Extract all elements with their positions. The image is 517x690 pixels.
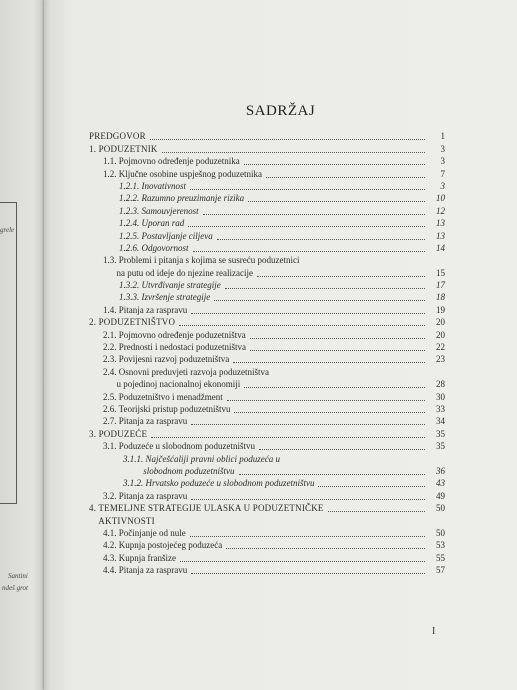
toc-entry-text: 1.2.3. Samouvjerenost bbox=[119, 205, 199, 216]
toc-entry-page: 13 bbox=[436, 218, 445, 229]
toc-chapter bbox=[89, 427, 445, 439]
toc-section bbox=[89, 527, 445, 539]
toc-entry-text: 2.2. Prednosti i nedostaci poduzetništva bbox=[103, 342, 246, 353]
toc-subsection bbox=[89, 204, 445, 216]
toc-entry-text: 3.2. Pitanja za raspravu bbox=[103, 490, 188, 501]
toc-section bbox=[89, 378, 445, 390]
toc-entry-text: 2.6. Teorijski pristup poduzetništvu bbox=[103, 403, 231, 414]
toc-entry-text: 1.2.5. Postavljanje ciljeva bbox=[119, 230, 213, 241]
toc-entry-text: 3.1.1. Najčešćaliji pravni oblici poduzeća u bbox=[123, 453, 280, 464]
toc-title: SADRŽAJ bbox=[245, 103, 316, 120]
toc-subsection bbox=[89, 477, 445, 489]
toc-entry-page: 3 bbox=[440, 156, 445, 167]
toc-entry-text: 1.3.3. Izvršenje strategije bbox=[119, 292, 211, 303]
toc-leader-dots bbox=[225, 287, 425, 289]
toc-section bbox=[89, 564, 445, 576]
toc-entry-page: 30 bbox=[436, 391, 445, 402]
toc-chapter bbox=[89, 514, 445, 526]
toc-leader-dots bbox=[191, 423, 425, 425]
toc-entry-page: 35 bbox=[436, 428, 445, 439]
toc-entry-text: 2.3. Povijesni razvoj poduzetništva bbox=[103, 354, 230, 365]
toc-leader-dots bbox=[244, 386, 425, 388]
toc-leader-dots bbox=[328, 510, 425, 512]
toc-leader-dots bbox=[233, 361, 425, 363]
toc-leader-dots bbox=[266, 176, 425, 178]
toc-entry-page: 22 bbox=[436, 342, 445, 353]
toc-subsection bbox=[89, 192, 445, 204]
toc-entry-text: 3.1.2. Hrvatsko poduzeće u slobodnom poduzetništvu bbox=[123, 478, 315, 489]
toc-list bbox=[89, 130, 445, 576]
toc-subsection bbox=[89, 229, 445, 241]
toc-entry-text: PREDGOVOR bbox=[89, 131, 146, 142]
toc-entry-page: 3 bbox=[440, 143, 445, 154]
toc-entry-text: 2.7. Pitanja za raspravu bbox=[103, 416, 188, 427]
toc-entry-text: 1.2.2. Razumno preuzimanje rizika bbox=[119, 193, 245, 204]
toc-section bbox=[89, 254, 445, 266]
toc-section bbox=[89, 341, 445, 353]
book-page bbox=[44, 0, 517, 690]
toc-section bbox=[89, 365, 445, 377]
left-page-fragment: ndeš grot bbox=[2, 584, 28, 592]
toc-leader-dots bbox=[162, 151, 425, 153]
toc-entry-text: AKTIVNOSTI bbox=[89, 515, 155, 526]
toc-subsection bbox=[89, 291, 445, 303]
toc-section bbox=[89, 167, 445, 179]
toc-entry-page: 19 bbox=[436, 304, 445, 315]
toc-leader-dots bbox=[190, 188, 425, 190]
toc-entry-page: 28 bbox=[436, 379, 445, 390]
toc-chapter bbox=[89, 130, 445, 142]
toc-entry-text: 3.1. Poduzeće u slobodnom poduzetništvu bbox=[103, 441, 255, 452]
toc-entry-page: 55 bbox=[436, 552, 445, 563]
toc-leader-dots bbox=[248, 200, 425, 202]
toc-leader-dots bbox=[257, 275, 425, 277]
toc-leader-dots bbox=[227, 399, 425, 401]
toc-chapter bbox=[89, 316, 445, 328]
page-number: I bbox=[432, 626, 436, 637]
toc-subsection bbox=[89, 242, 445, 254]
toc-subsection bbox=[89, 180, 445, 192]
toc-entry-page: 43 bbox=[436, 478, 445, 489]
toc-entry-text: 3. PODUZEĆE bbox=[89, 428, 148, 439]
toc-entry-text: 1.2. Ključne osobine uspješnog poduzetnika bbox=[103, 168, 262, 179]
toc-entry-page: 20 bbox=[436, 317, 445, 328]
toc-subsection bbox=[89, 452, 445, 464]
toc-entry-text: 2.5. Poduzetništvo i menadžment bbox=[103, 391, 223, 402]
toc-section bbox=[89, 303, 445, 315]
toc-entry-page: 36 bbox=[436, 465, 445, 476]
toc-leader-dots bbox=[193, 250, 426, 252]
toc-entry-text: 2.4. Osnovni preduvjeti razvoja poduzetništva bbox=[103, 366, 269, 377]
toc-chapter bbox=[89, 502, 445, 514]
toc-entry-text: 1.3. Problemi i pitanja s kojima se susreću poduzetnici bbox=[103, 255, 300, 266]
toc-entry-text: 1.3.2. Utvrđivanje strategije bbox=[119, 280, 221, 291]
toc-entry-text: 1.1. Pojmovno određenje poduzetnika bbox=[103, 156, 240, 167]
toc-chapter bbox=[89, 142, 445, 154]
toc-entry-page: 57 bbox=[436, 565, 445, 576]
toc-section bbox=[89, 489, 445, 501]
toc-leader-dots bbox=[250, 349, 425, 351]
toc-section bbox=[89, 403, 445, 415]
toc-entry-text: 1.2.1. Inovativnost bbox=[119, 180, 186, 191]
left-page-edge bbox=[0, 0, 46, 690]
toc-entry-page: 18 bbox=[436, 292, 445, 303]
toc-leader-dots bbox=[318, 485, 425, 487]
toc-entry-page: 14 bbox=[436, 242, 445, 253]
toc-leader-dots bbox=[180, 560, 425, 562]
toc-entry-page: 20 bbox=[436, 329, 445, 340]
toc-leader-dots bbox=[239, 473, 426, 475]
toc-entry-text: u pojedinoj nacionalnoj ekonomiji bbox=[103, 379, 241, 390]
toc-leader-dots bbox=[226, 547, 425, 549]
toc-leader-dots bbox=[179, 324, 425, 326]
toc-leader-dots bbox=[217, 238, 425, 240]
toc-section bbox=[89, 551, 445, 563]
toc-entry-page: 50 bbox=[436, 503, 445, 514]
toc-section bbox=[89, 266, 445, 278]
toc-entry-text: 2.1. Pojmovno određenje poduzetništva bbox=[103, 329, 246, 340]
toc-leader-dots bbox=[159, 524, 425, 525]
toc-entry-page: 3 bbox=[440, 180, 445, 191]
toc-entry-page: 12 bbox=[436, 205, 445, 216]
toc-entry-text: 4.2. Kupnja postojećeg poduzeća bbox=[103, 540, 223, 551]
toc-leader-dots bbox=[303, 263, 425, 264]
toc-entry-page: 1 bbox=[440, 131, 445, 142]
toc-leader-dots bbox=[284, 462, 425, 463]
toc-entry-page: 13 bbox=[436, 230, 445, 241]
toc-entry-text: 2. PODUZETNIŠTVO bbox=[89, 317, 176, 328]
toc-entry-page: 53 bbox=[436, 540, 445, 551]
toc-section bbox=[89, 539, 445, 551]
toc-entry-page: 50 bbox=[436, 527, 445, 538]
toc-leader-dots bbox=[150, 138, 425, 140]
toc-entry-page: 15 bbox=[436, 267, 445, 278]
toc-entry-text: 4.3. Kupnja franšize bbox=[103, 552, 176, 563]
toc-entry-text: 4.1. Počinjanje od nule bbox=[103, 527, 186, 538]
toc-leader-dots bbox=[214, 299, 425, 301]
toc-subsection bbox=[89, 465, 445, 477]
toc-entry-text: 4.4. Pitanja za raspravu bbox=[103, 565, 188, 576]
toc-entry-page: 7 bbox=[440, 168, 445, 179]
toc-leader-dots bbox=[191, 312, 425, 314]
toc-section bbox=[89, 415, 445, 427]
toc-leader-dots bbox=[203, 213, 425, 215]
toc-leader-dots bbox=[190, 535, 425, 537]
toc-entry-text: 1. PODUZETNIK bbox=[89, 143, 158, 154]
left-page-fragment: Santini bbox=[8, 572, 28, 580]
toc-section bbox=[89, 440, 445, 452]
toc-entry-text: 1.4. Pitanja za raspravu bbox=[103, 304, 188, 315]
toc-section bbox=[89, 328, 445, 340]
toc-entry-text: 4. TEMELJNE STRATEGIJE ULASKA U PODUZETNIČKE bbox=[89, 503, 324, 514]
toc-entry-text: 1.2.6. Odgovornost bbox=[119, 242, 189, 253]
toc-section bbox=[89, 155, 445, 167]
left-page-frame bbox=[0, 202, 17, 504]
toc-subsection bbox=[89, 279, 445, 291]
toc-entry-page: 33 bbox=[436, 403, 445, 414]
toc-leader-dots bbox=[234, 411, 425, 413]
toc-leader-dots bbox=[250, 337, 425, 339]
toc-section bbox=[89, 353, 445, 365]
toc-entry-text: na putu od ideje do njezine realizacije bbox=[103, 267, 253, 278]
toc-entry-page: 17 bbox=[436, 280, 445, 291]
toc-section bbox=[89, 390, 445, 402]
toc-leader-dots bbox=[188, 225, 425, 227]
toc-leader-dots bbox=[151, 436, 425, 438]
toc-entry-text: 1.2.4. Uporan rad bbox=[119, 218, 185, 229]
toc-leader-dots bbox=[273, 375, 425, 376]
toc-leader-dots bbox=[244, 163, 425, 165]
toc-entry-page: 23 bbox=[436, 354, 445, 365]
toc-entry-page: 10 bbox=[436, 193, 445, 204]
toc-entry-page: 49 bbox=[436, 490, 445, 501]
toc-entry-page: 34 bbox=[436, 416, 445, 427]
left-page-fragment: grele bbox=[0, 226, 15, 234]
toc-leader-dots bbox=[191, 498, 425, 500]
toc-leader-dots bbox=[191, 572, 425, 574]
toc-entry-page: 35 bbox=[436, 441, 445, 452]
toc-subsection bbox=[89, 217, 445, 229]
toc-leader-dots bbox=[259, 448, 425, 450]
toc-entry-text: slobodnom poduzetništvu bbox=[123, 465, 235, 476]
